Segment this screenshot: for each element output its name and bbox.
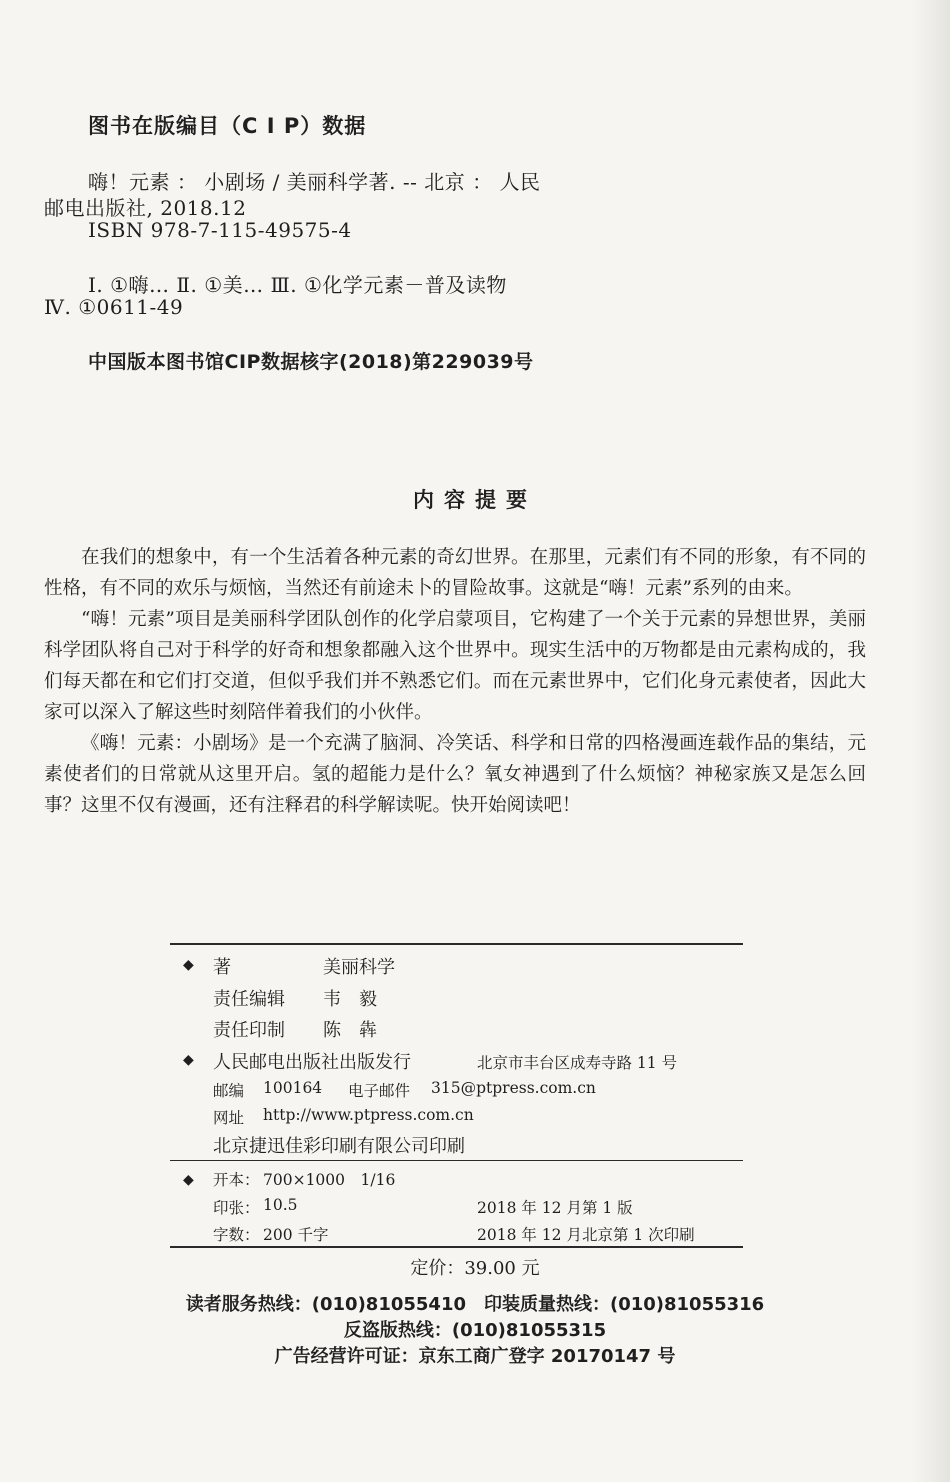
price: 定价：39.00 元 xyxy=(410,1258,540,1279)
cip-line-2: 邮电出版社, 2018.12 xyxy=(44,196,247,220)
print-manager-name: 陈 犇 xyxy=(323,1020,377,1041)
cip-line-1: 嗨！元素 ： 小剧场 / 美丽科学著. -- 北京 ： 人民 xyxy=(88,170,541,194)
words-value: 200 千字 xyxy=(263,1226,329,1244)
bullet-icon: ◆ xyxy=(183,957,194,973)
publisher-name: 人民邮电出版社出版发行 xyxy=(213,1052,411,1073)
postcode-value: 100164 xyxy=(263,1079,323,1097)
sheets-value: 10.5 xyxy=(263,1196,298,1214)
author-name: 美丽科学 xyxy=(323,957,395,978)
summary-paragraph-1: 在我们的想象中，有一个生活着各种元素的奇幻世界。在那里，元素们有不同的形象，有不同的性格，有不同的欢乐与烦恼，当然还有前途未卜的冒险故事。这就是“嗨！元素”系列的由来。 xyxy=(44,547,866,599)
summary-paragraph-3: 《嗨！元素：小剧场》是一个充满了脑洞、冷笑话、科学和日常的四格漫画连载作品的集结，元素使者们的日常就从这里开启。氢的超能力是什么？氧女神遇到了什么烦恼？神秘家族又是怎么回事？这里不仅有漫画，还有注释君的科学解读呢。快开始阅读吧！ xyxy=(44,733,866,816)
summary-body xyxy=(44,542,866,821)
credits-bottom-rule xyxy=(170,1246,743,1248)
cip-title: 图书在版编目（C I P）数据 xyxy=(88,114,367,138)
print-manager-label: 责任印制 xyxy=(213,1020,285,1041)
publisher-address: 北京市丰台区成寿寺路 11 号 xyxy=(477,1054,678,1072)
postcode-label: 邮编 xyxy=(213,1082,245,1100)
printing-info: 2018 年 12 月北京第 1 次印刷 xyxy=(477,1226,695,1244)
cip-record-number: 中国版本图书馆CIP数据核字(2018)第229039号 xyxy=(88,351,534,373)
email-value: 315@ptpress.com.cn xyxy=(431,1079,596,1097)
bullet-icon: ◆ xyxy=(183,1052,194,1068)
editor-name: 韦 毅 xyxy=(323,989,377,1010)
email-label: 电子邮件 xyxy=(348,1082,411,1100)
author-label: 著 xyxy=(213,957,231,978)
credits-middle-rule xyxy=(170,1160,743,1161)
words-label: 字数： xyxy=(213,1226,260,1244)
summary-heading: 内容提要 xyxy=(413,488,537,512)
credits-top-rule xyxy=(170,943,743,945)
editor-label: 责任编辑 xyxy=(213,989,285,1010)
antipiracy-hotline: 反盗版热线：(010)81055315 xyxy=(343,1320,607,1341)
cip-isbn: ISBN 978-7-115-49575-4 xyxy=(88,218,352,242)
bullet-icon: ◆ xyxy=(183,1172,194,1188)
cip-classification-2: Ⅳ. ①0611-49 xyxy=(44,295,184,319)
summary-paragraph-2: “嗨！元素”项目是美丽科学团队创作的化学启蒙项目，它构建了一个关于元素的异想世界，美丽科学团队将自己对于科学的好奇和想象都融入这个世界中。现实生活中的万物都是由元素构成的，我们每天都在和它们打交道，但似乎我们并不熟悉它们。而在元素世界中，它们化身元素使者，因此大家可以深入了解这些时刻陪伴着我们的小伙伴。 xyxy=(44,609,866,723)
advertising-license: 广告经营许可证：京东工商广登字 20170147 号 xyxy=(274,1346,676,1367)
printer-name: 北京捷迅佳彩印刷有限公司印刷 xyxy=(213,1136,465,1157)
website-url: http://www.ptpress.com.cn xyxy=(263,1106,474,1124)
edition-info: 2018 年 12 月第 1 版 xyxy=(477,1199,633,1217)
sheets-label: 印张： xyxy=(213,1199,260,1217)
format-label: 开本： xyxy=(213,1171,260,1189)
website-label: 网址 xyxy=(213,1109,245,1127)
cip-classification-1: Ⅰ. ①嗨… Ⅱ. ①美… Ⅲ. ①化学元素－普及读物 xyxy=(88,273,507,297)
format-value: 700×1000 1/16 xyxy=(263,1171,396,1189)
service-hotlines: 读者服务热线：(010)81055410 印装质量热线：(010)81055316 xyxy=(185,1294,765,1315)
